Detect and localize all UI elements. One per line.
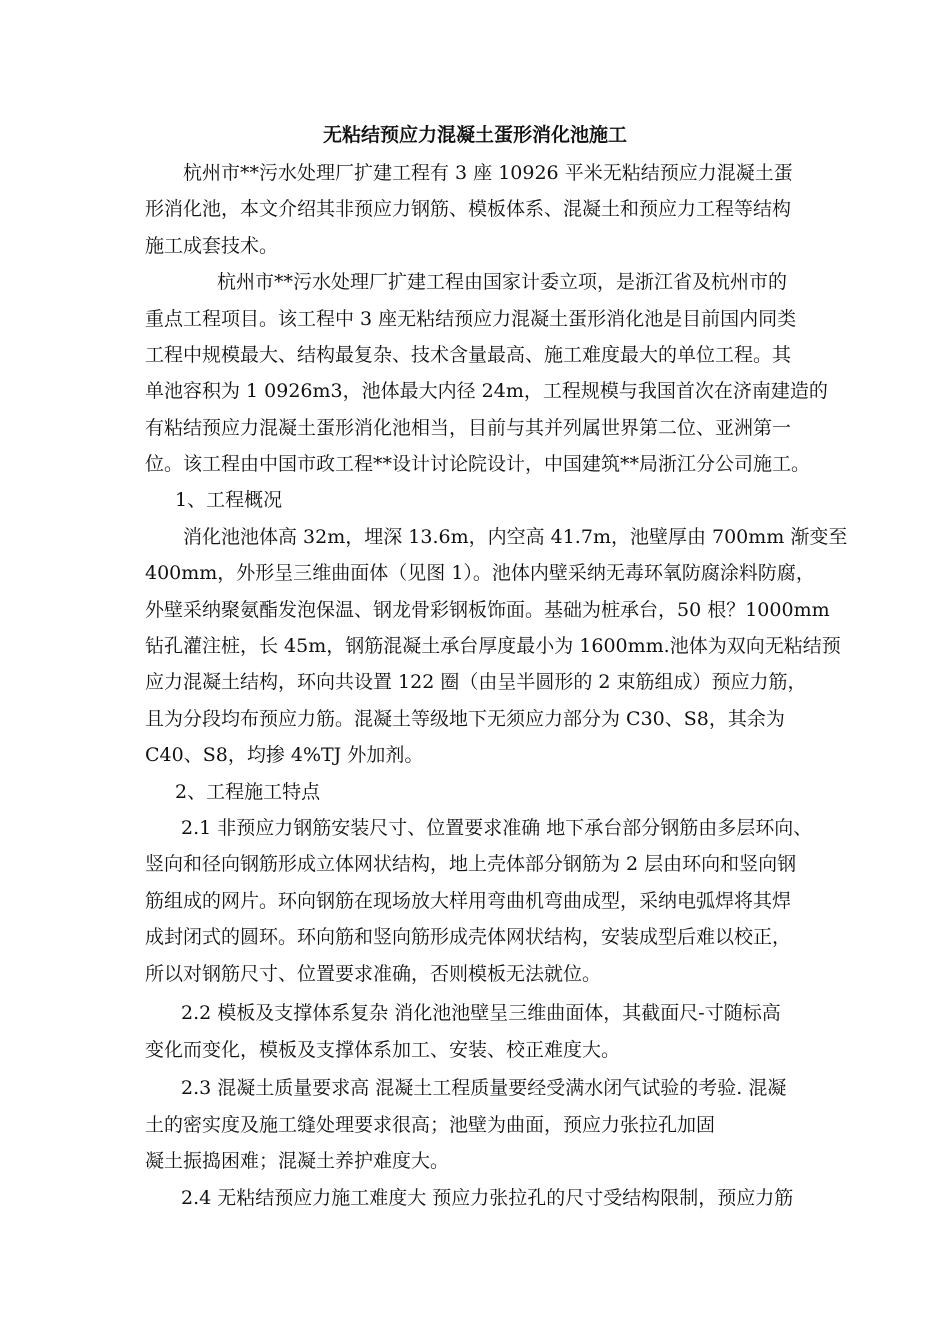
paragraph-line: 施工成套技术。: [145, 235, 279, 257]
section-heading: 2、工程施工特点: [175, 781, 321, 803]
paragraph-line: 2.4 无粘结预应力施工难度大 预应力张拉孔的尺寸受结构限制，预应力筋: [181, 1187, 794, 1209]
paragraph-line: 成封闭式的圆环。环向筋和竖向筋形成壳体网状结构，安装成型后难以校正，: [145, 926, 792, 948]
paragraph-line: 消化池池体高 32m，埋深 13.6m，内空高 41.7m，池壁厚由 700mm 渐变至: [183, 526, 848, 548]
paragraph-line: 杭州市**污水处理厂扩建工程由国家计委立项，是浙江省及杭州市的: [217, 271, 788, 293]
paragraph-line: 变化而变化，模板及支撑体系加工、安装、校正难度大。: [145, 1039, 621, 1061]
document-title: 无粘结预应力混凝土蛋形消化池施工: [322, 124, 627, 146]
paragraph-line: 有粘结预应力混凝土蛋形消化池相当，目前与其并列属世界第二位、亚洲第一: [145, 417, 792, 439]
paragraph-line: 所以对钢筋尺寸、位置要求准确，否则模板无法就位。: [145, 963, 602, 985]
paragraph-line: 外壁采纳聚氨酯发泡保温、钢龙骨彩钢板饰面。基础为桩承台，50 根？1000mm: [145, 599, 830, 621]
paragraph-line: 形消化池，本文介绍其非预应力钢筋、模板体系、混凝土和预应力工程等结构: [145, 198, 792, 220]
section-heading: 1、工程概况: [175, 489, 283, 511]
paragraph-line: 土的密实度及施工缝处理要求很高；池壁为曲面，预应力张拉孔加固: [145, 1114, 716, 1136]
paragraph-line: 杭州市**污水处理厂扩建工程有 3 座 10926 平米无粘结预应力混凝土蛋: [183, 162, 793, 184]
paragraph-line: 400mm，外形呈三维曲面体（见图 1）。池体内壁采纳无毒环氧防腐涂料防腐，: [145, 562, 815, 584]
paragraph-line: 竖向和径向钢筋形成立体网状结构，地上壳体部分钢筋为 2 层由环向和竖向钢: [145, 853, 797, 875]
paragraph-line: 且为分段均布预应力筋。混凝土等级地下无须应力部分为 C30、S8，其余为: [145, 708, 785, 730]
paragraph-line: 位。该工程由中国市政工程**设计讨论院设计，中国建筑**局浙江分公司施工。: [145, 453, 811, 475]
paragraph-line: 筋组成的网片。环向钢筋在现场放大样用弯曲机弯曲成型，采纳电弧焊将其焊: [145, 890, 792, 912]
paragraph-line: 2.1 非预应力钢筋安装尺寸、位置要求准确 地下承台部分钢筋由多层环向、: [181, 817, 813, 839]
paragraph-line: 2.2 模板及支撑体系复杂 消化池池壁呈三维曲面体，其截面尺-寸随标高: [181, 1002, 781, 1024]
paragraph-line: 重点工程项目。该工程中 3 座无粘结预应力混凝土蛋形消化池是目前国内同类: [145, 308, 797, 330]
paragraph-line: 凝土振捣困难；混凝土养护难度大。: [145, 1150, 450, 1172]
paragraph-line: 应力混凝土结构，环向共设置 122 圈（由呈半圆形的 2 束筋组成）预应力筋，: [145, 671, 807, 693]
paragraph-line: 2.3 混凝土质量要求高 混凝土工程质量要经受满水闭气试验的考验. 混凝: [181, 1077, 787, 1099]
paragraph-line: 单池容积为 1 0926m3，池体最大内径 24m，工程规模与我国首次在济南建造的: [145, 380, 828, 402]
paragraph-line: 钻孔灌注桩，长 45m，钢筋混凝土承台厚度最小为 1600mm.池体为双向无粘结预: [145, 635, 841, 657]
paragraph-line: C40、S8，均掺 4%TJ 外加剂。: [145, 744, 424, 766]
paragraph-line: 工程中规模最大、结构最复杂、技术含量最高、施工难度最大的单位工程。其: [145, 344, 792, 366]
